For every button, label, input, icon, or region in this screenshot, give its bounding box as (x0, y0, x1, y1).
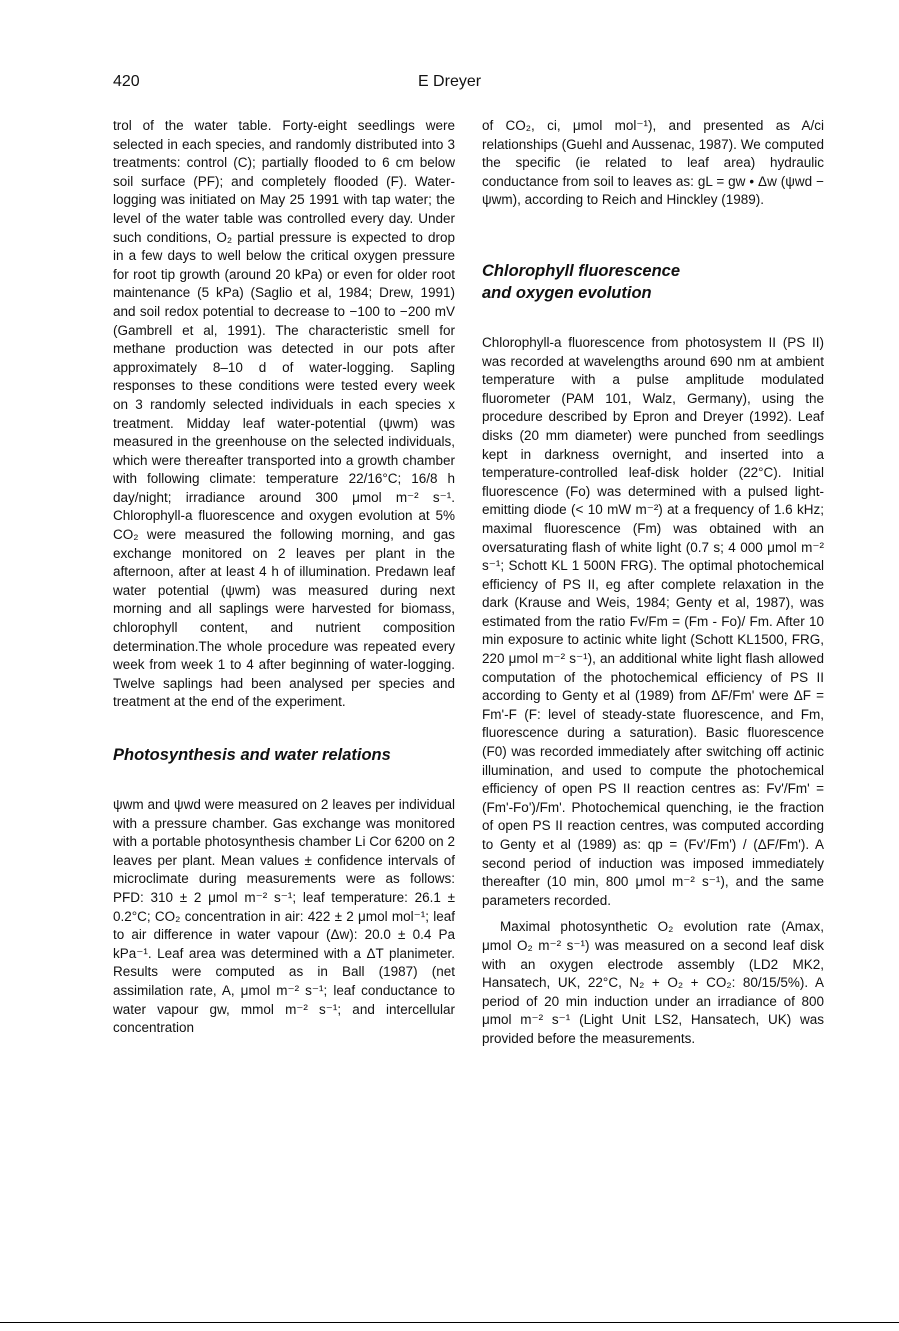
right-column (482, 117, 824, 1049)
left-paragraph-1: trol of the water table. Forty-eight seedlings were selected in each species, and randomly distributed into 3 treatments: control (C); partially flooded to 6 cm below soil surface (PF); and completely flooded (F). Water-logging was initiated on May 25 1991 with tap water; the level of the water table was controlled every day. Under such conditions, O₂ partial pressure is expected to drop in a few days to well below the critical oxygen pressure for root tip growth (around 20 kPa) or even for older root maintenance (5 kPa) (Saglio et al, 1984; Drew, 1991) and soil redox potential to decrease to −100 to −200 mV (Gambrell et al, 1991). The characteristic smell for methane production was detected in our pots after approximately 8–10 d of water-logging. Sapling responses to these conditions were tested every week on 3 randomly selected individuals in each species x treatment. Midday leaf water-potential (ψwm) was measured in the greenhouse on the selected individuals, which were thereafter transported into a growth chamber with following climate: temperature 22/16°C; 16/8 h day/night; irradiance around 300 μmol m⁻² s⁻¹. Chlorophyll-a fluorescence and oxygen evolution at 5% CO₂ were measured the following morning, and gas exchange monitored on 2 leaves per plant in the afternoon, after at least 4 h of illumination. Predawn leaf water potential (ψwm) was measured during next morning and all saplings were harvested for biomass, chlorophyll content, and nutrient composition determination.The whole procedure was repeated every week from week 1 to 4 after beginning of water-logging. Twelve saplings had been analysed per species and treatment at the end of the experiment. (113, 118, 455, 710)
section-heading-photosynthesis: Photosynthesis and water relations (113, 746, 391, 764)
section-heading-chlorophyll-line2: and oxygen evolution (482, 283, 652, 302)
bottom-rule (0, 1322, 899, 1323)
page-number: 420 (113, 73, 140, 90)
right-paragraph-3: Maximal photosynthetic O₂ evolution rate (Amax, μmol O₂ m⁻² s⁻¹) was measured on a second leaf disk with an oxygen electrode assembly (LD2 MK2, Hansatech, UK, 22°C, N₂ + O₂ + CO₂: 80/15/5%). A period of 20 min induction under an irradiance of 800 μmol m⁻² s⁻¹ (Light Unit LS2, Hansatech, UK) was provided before the measurements. (482, 919, 824, 1046)
section-heading-chlorophyll-line1: Chlorophyll fluorescence (482, 261, 681, 280)
running-head: E Dreyer (417, 73, 482, 90)
section-heading-chlorophyll (482, 260, 824, 304)
left-paragraph-2: ψwm and ψwd were measured on 2 leaves per individual with a pressure chamber. Gas exchange was monitored with a portable photosynthesis chamber Li Cor 6200 on 2 leaves per plant. Mean values ± confidence intervals of microclimate during measurements were as follows: PFD: 310 ± 2 μmol m⁻² s⁻¹; leaf temperature: 26.1 ± 0.2°C; CO₂ concentration in air: 422 ± 2 μmol mol⁻¹; leaf to air difference in water vapour (Δw): 20.0 ± 0.4 Pa kPa⁻¹. Leaf area was determined with a ΔT planimeter. Results were computed as in Ball (1987) (net assimilation rate, A, μmol m⁻² s⁻¹; leaf conductance to water vapour gw, mmol m⁻² s⁻¹; and intercellular concentration (113, 797, 455, 1036)
right-paragraph-2: Chlorophyll-a fluorescence from photosystem II (PS II) was recorded at wavelengths around 690 nm at ambient temperature with a pulse amplitude modulated fluorometer (PAM 101, Walz, Germany), using the procedure described by Epron and Dreyer (1992). Leaf disks (20 mm diameter) were punched from seedlings kept in darkness overnight, and inserted into a temperature-controlled leaf-disk holder (22°C). Initial fluorescence (Fo) was determined with a pulsed light-emitting diode (< 10 mW m⁻²) at a frequency of 1.6 kHz; maximal fluorescence (Fm) was obtained with an oversaturating flash of white light (0.7 s; 4 000 μmol m⁻² s⁻¹; Schott KL 1 500N FRG). The optimal photochemical efficiency of PS II, eg after complete relaxation in the dark (Krause and Weis, 1984; Genty et al, 1987), was estimated from the ratio Fv/Fm = (Fm - Fo)/ Fm. After 10 min exposure to actinic white light (Schott KL1500, FRG, 220 μmol m⁻² s⁻¹), an additional white light flash allowed computation of the photochemical efficiency of PS II according to Genty et al (1989) from ΔF/Fm' were ΔF = Fm'-F (F: level of steady-state fluorescence, and Fm, fluorescence during a saturation). Basic fluorescence (F0) was recorded immediately after switching off actinic illumination, and used to compute the photochemical efficiency of open PS II reaction centres as: Fv'/Fm' = (Fm'-Fo')/Fm'. Photochemical quenching, ie the fraction of open PS II reaction centres, was computed according to Genty et al (1989) as: qp = (Fv'/Fm') / (ΔF/Fm'). A second period of induction was imposed immediately thereafter (10 min, 800 μmol m⁻² s⁻¹), and the same parameters recorded. (482, 334, 824, 908)
page-header (0, 73, 899, 97)
left-column (113, 117, 455, 1038)
right-paragraph-1: of CO₂, ci, μmol mol⁻¹), and presented as A/ci relationships (Guehl and Aussenac, 1987). We computed the specific (ie related to leaf area) hydraulic conductance from soil to leaves as: gL = gw • Δw (ψwd − ψwm), according to Reich and Hinckley (1989). (482, 118, 824, 208)
